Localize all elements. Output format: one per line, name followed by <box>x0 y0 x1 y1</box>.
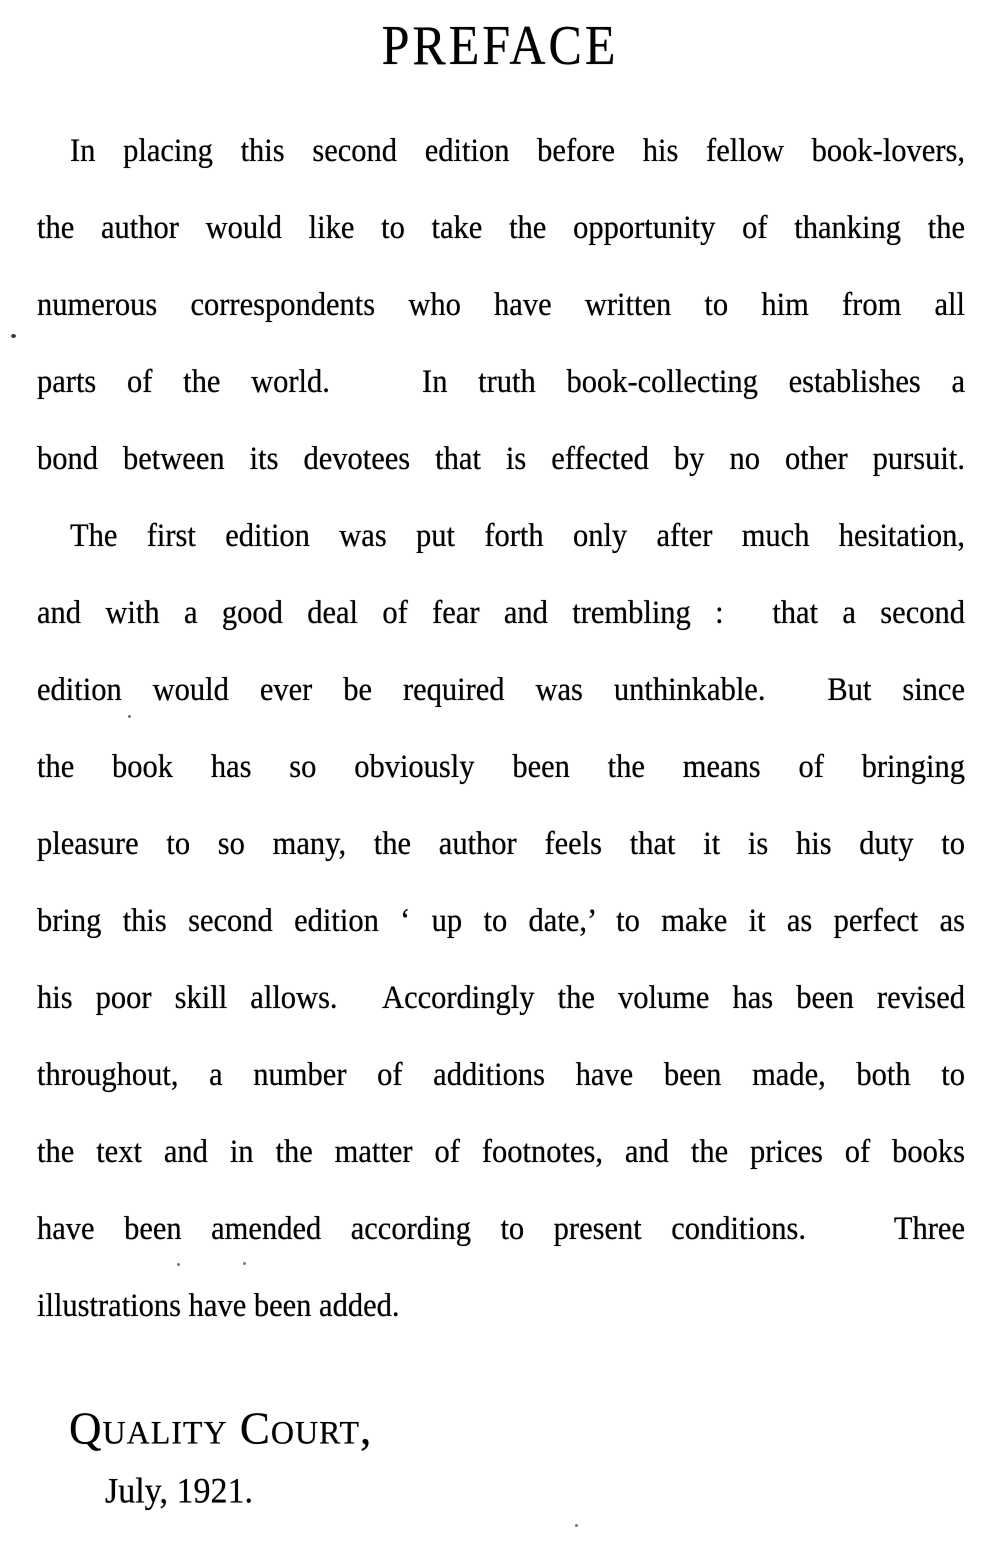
text-line: edition would ever be required was unthinkable. But since <box>37 670 965 708</box>
paragraph <box>37 497 965 1344</box>
text-line: illustrations have been added. <box>37 1286 400 1324</box>
scan-speck <box>177 1263 180 1266</box>
text-line: and with a good deal of fear and trembling : that a second <box>37 593 965 631</box>
text-line: parts of the world. In truth book-collecting establishes a <box>37 362 965 400</box>
scan-speck <box>11 334 16 338</box>
text-line: the book has so obviously been the means of bringing <box>37 747 965 785</box>
text-line: numerous correspondents who have written to him from all <box>37 285 965 323</box>
scan-speck <box>575 1524 578 1527</box>
page-title: PREFACE <box>381 13 619 77</box>
text-line: throughout, a number of additions have been made, both to <box>37 1055 965 1093</box>
signature-place: Quality Court, <box>69 1402 373 1454</box>
text-line: the text and in the matter of footnotes, and the prices of books <box>37 1132 965 1170</box>
text-line: bond between its devotees that is effected by no other pursuit. <box>37 439 965 477</box>
text-line: his poor skill allows. Accordingly the volume has been revised <box>37 978 965 1016</box>
scan-speck <box>128 715 131 718</box>
signature-date: July, 1921. <box>105 1471 253 1512</box>
text-line: bring this second edition ‘ up to date,’ to make it as perfect as <box>37 901 965 939</box>
text-line: In placing this second edition before his fellow book-lovers, <box>70 131 965 169</box>
scan-speck <box>243 1262 246 1265</box>
text-line: The first edition was put forth only after much hesitation, <box>70 516 965 554</box>
text-line: have been amended according to present conditions. Three <box>37 1209 965 1247</box>
preface-body <box>37 112 965 1344</box>
text-line: pleasure to so many, the author feels that it is his duty to <box>37 824 965 862</box>
text-line: the author would like to take the opportunity of thanking the <box>37 208 965 246</box>
paragraph <box>37 112 965 497</box>
